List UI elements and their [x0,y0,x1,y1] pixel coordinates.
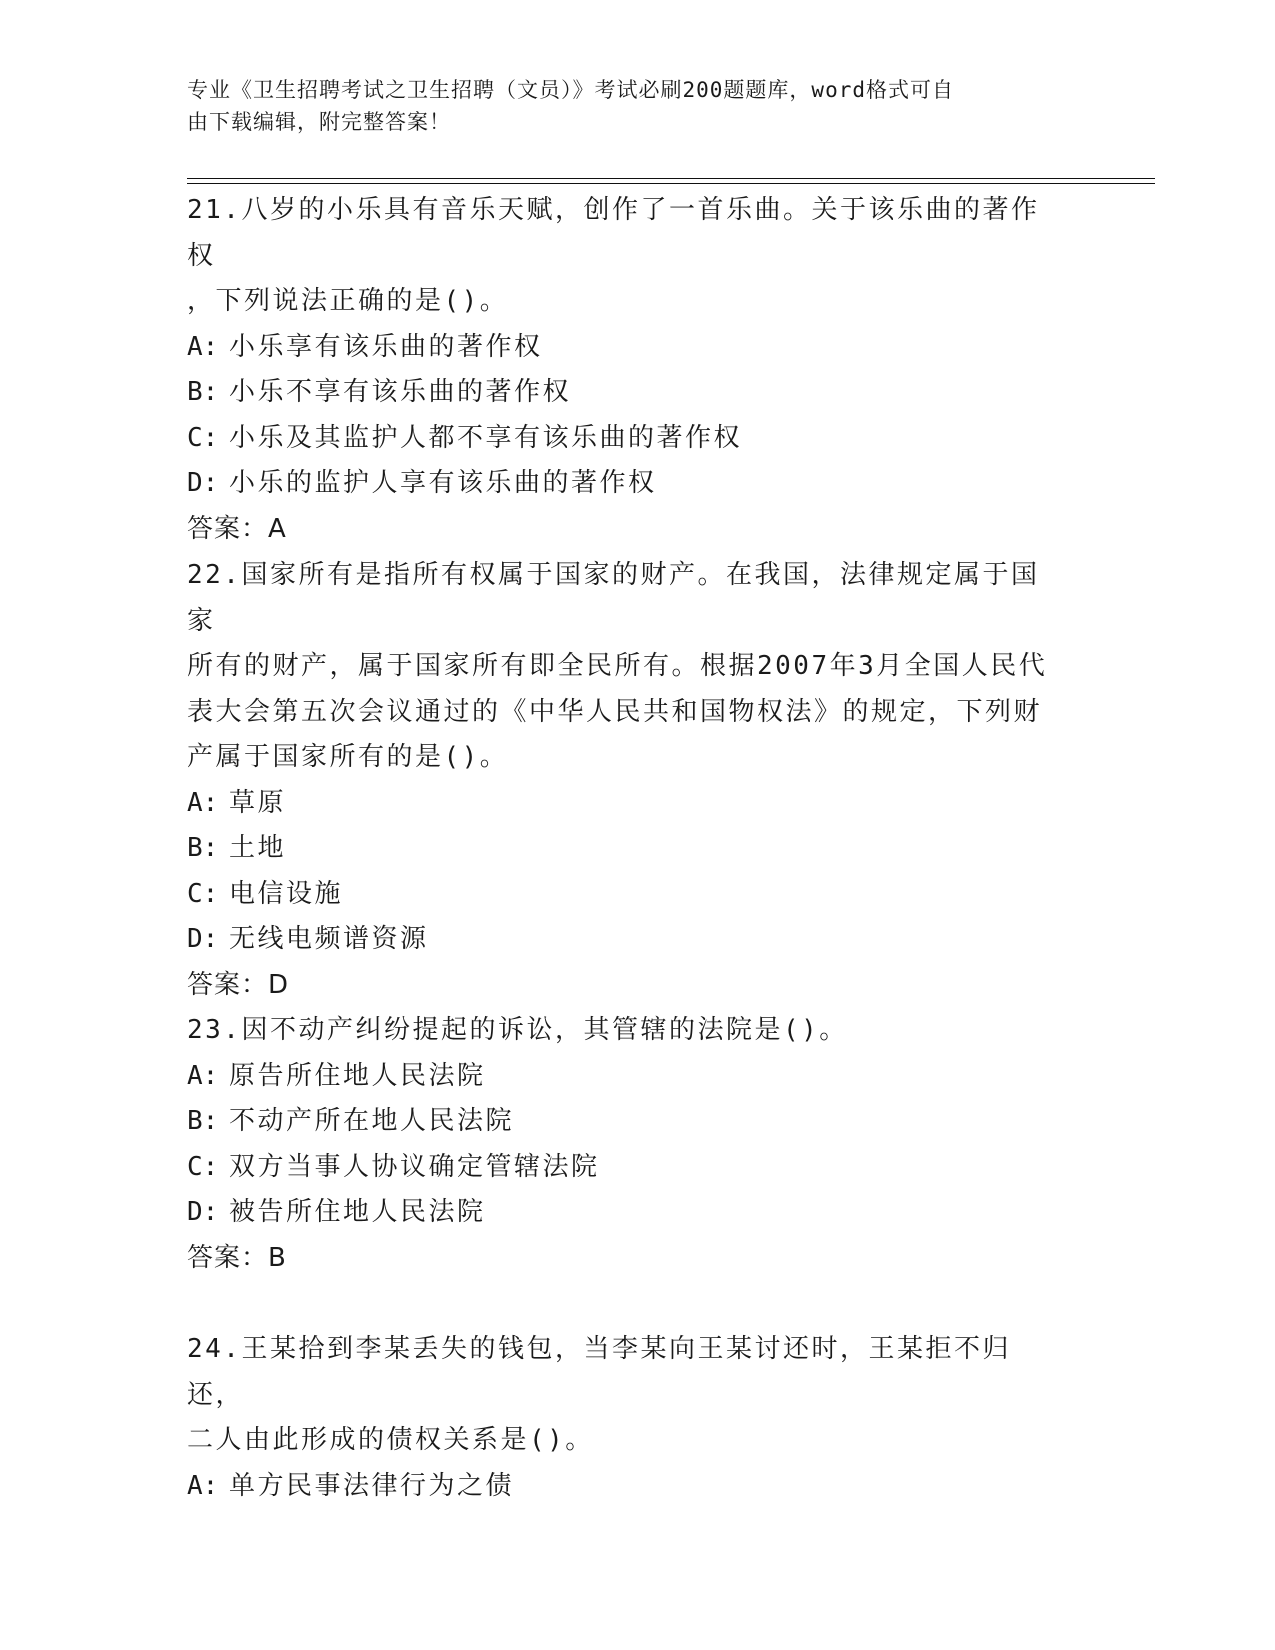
answer-line: 答案：B [187,1242,287,1273]
option-c [187,872,1067,918]
question-23 [187,1008,1067,1281]
option-letter: B: [187,1106,219,1136]
option-b [187,826,1067,872]
stem-line: 表大会第五次会议通过的《中华人民共和国物权法》的规定，下列财 [187,696,1043,727]
option-text: 无线电频谱资源 [229,924,429,954]
option-a [187,781,1067,827]
option-letter: C: [187,1151,219,1182]
stem-line: ，下列说法正确的是()。 [187,286,509,316]
stem-line: 21.八岁的小乐具有音乐天赋，创作了一首乐曲。关于该乐曲的著作权 [187,195,1040,271]
question-stem [187,1008,1067,1054]
stem-line: 23.因不动产纠纷提起的诉讼，其管辖的法院是()。 [187,1015,848,1045]
answer-line: 答案：D [187,969,290,1000]
option-d [187,461,1067,507]
option-text: 小乐不享有该乐曲的著作权 [229,377,572,407]
option-letter: B: [187,833,219,863]
option-text: 小乐的监护人享有该乐曲的著作权 [229,468,657,498]
option-text: 小乐享有该乐曲的著作权 [229,331,543,362]
question-stem [187,1327,1067,1464]
option-c [187,416,1067,462]
option-text: 原告所住地人民法院 [229,1060,486,1091]
header-divider [187,178,1155,179]
stem-line: 所有的财产，属于国家所有即全民所有。根据2007年3月全国人民代 [187,651,1048,681]
answer-line: 答案：A [187,513,287,544]
question-stem [187,188,1067,325]
option-text: 被告所住地人民法院 [229,1197,486,1227]
option-b [187,370,1067,416]
question-24 [187,1327,1067,1509]
option-letter: C: [187,878,219,909]
option-letter: A: [187,787,219,818]
option-d [187,917,1067,963]
option-letter: B: [187,377,219,407]
option-text: 土地 [229,833,287,863]
option-letter: A: [187,331,219,362]
document-header [187,74,1067,138]
question-21 [187,188,1067,552]
stem-line: 22.国家所有是指所有权属于国家的财产。在我国，法律规定属于国家 [187,560,1040,636]
stem-line: 二人由此形成的债权关系是()。 [187,1425,594,1455]
header-divider [187,183,1155,184]
option-a [187,1464,1067,1510]
option-letter: D: [187,468,219,498]
question-stem [187,553,1067,781]
header-line: 专业《卫生招聘考试之卫生招聘（文员）》考试必刷200题题库，word格式可自 [187,78,954,102]
option-letter: C: [187,422,219,453]
option-c [187,1145,1067,1191]
option-a [187,325,1067,371]
option-text: 电信设施 [229,878,344,909]
option-letter: A: [187,1060,219,1091]
option-text: 单方民事法律行为之债 [229,1470,515,1501]
option-letter: D: [187,1197,219,1227]
option-text: 草原 [229,787,287,818]
option-letter: A: [187,1470,219,1501]
option-a [187,1054,1067,1100]
option-text: 小乐及其监护人都不享有该乐曲的著作权 [229,422,743,453]
stem-line: 产属于国家所有的是()。 [187,742,509,772]
option-text: 双方当事人协议确定管辖法院 [229,1151,600,1182]
header-line: 由下载编辑，附完整答案！ [187,110,451,134]
option-text: 不动产所在地人民法院 [229,1106,515,1136]
question-22 [187,553,1067,1008]
option-b [187,1099,1067,1145]
option-letter: D: [187,924,219,954]
option-d [187,1190,1067,1236]
stem-line: 24.王某拾到李某丢失的钱包，当李某向王某讨还时，王某拒不归还， [187,1334,1011,1410]
